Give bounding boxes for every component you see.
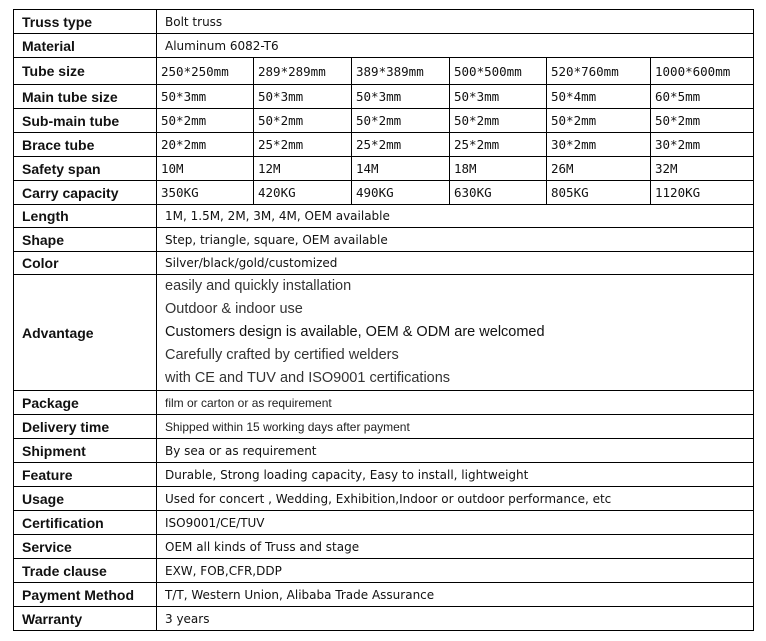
label-feature: Feature (14, 463, 157, 487)
advantage-line: with CE and TUV and ISO9001 certifications (165, 370, 451, 386)
cell-tube-size: 289*289mm (254, 58, 352, 85)
row-truss-type (14, 10, 754, 34)
advantage-line: easily and quickly installation (165, 278, 352, 294)
value-shipment: By sea or as requirement (157, 439, 754, 463)
value-material: Aluminum 6082-T6 (157, 34, 754, 58)
label-carry-capacity: Carry capacity (14, 181, 157, 205)
value-delivery-time: Shipped within 15 working days after payment (157, 415, 754, 439)
label-service: Service (14, 535, 157, 559)
value-advantage (157, 275, 754, 391)
cell-carry-capacity: 490KG (352, 181, 450, 205)
row-brace-tube (14, 133, 754, 157)
label-warranty: Warranty (14, 607, 157, 631)
label-sub-main-tube: Sub-main tube (14, 109, 157, 133)
label-package: Package (14, 391, 157, 415)
cell-carry-capacity: 350KG (157, 181, 254, 205)
cell-tube-size: 520*760mm (547, 58, 651, 85)
row-service (14, 535, 754, 559)
row-material (14, 34, 754, 58)
label-usage: Usage (14, 487, 157, 511)
row-color (14, 252, 754, 275)
cell-safety-span: 18M (450, 157, 547, 181)
value-truss-type: Bolt truss (157, 10, 754, 34)
cell-tube-size: 1000*600mm (651, 58, 754, 85)
label-shipment: Shipment (14, 439, 157, 463)
advantage-line: Customers design is available, OEM & ODM are welcomed (165, 324, 545, 340)
value-usage: Used for concert , Wedding, Exhibition,Indoor or outdoor performance, etc (157, 487, 754, 511)
cell-tube-size: 389*389mm (352, 58, 450, 85)
row-package (14, 391, 754, 415)
cell-main-tube-size: 60*5mm (651, 85, 754, 109)
cell-sub-main-tube: 50*2mm (157, 109, 254, 133)
value-feature: Durable, Strong loading capacity, Easy to install, lightweight (157, 463, 754, 487)
cell-sub-main-tube: 50*2mm (651, 109, 754, 133)
label-delivery-time: Delivery time (14, 415, 157, 439)
cell-main-tube-size: 50*3mm (157, 85, 254, 109)
value-package: film or carton or as requirement (157, 391, 754, 415)
cell-brace-tube: 30*2mm (651, 133, 754, 157)
cell-safety-span: 12M (254, 157, 352, 181)
value-service: OEM all kinds of Truss and stage (157, 535, 754, 559)
value-length: 1M, 1.5M, 2M, 3M, 4M, OEM available (157, 205, 754, 228)
cell-sub-main-tube: 50*2mm (547, 109, 651, 133)
value-payment-method: T/T, Western Union, Alibaba Trade Assurance (157, 583, 754, 607)
value-warranty: 3 years (157, 607, 754, 631)
value-certification: ISO9001/CE/TUV (157, 511, 754, 535)
label-tube-size: Tube size (14, 58, 157, 85)
row-delivery-time (14, 415, 754, 439)
row-trade-clause (14, 559, 754, 583)
cell-tube-size: 250*250mm (157, 58, 254, 85)
value-trade-clause: EXW, FOB,CFR,DDP (157, 559, 754, 583)
cell-carry-capacity: 420KG (254, 181, 352, 205)
row-carry-capacity (14, 181, 754, 205)
cell-carry-capacity: 630KG (450, 181, 547, 205)
cell-main-tube-size: 50*3mm (254, 85, 352, 109)
row-advantage (14, 275, 754, 391)
row-warranty (14, 607, 754, 631)
label-brace-tube: Brace tube (14, 133, 157, 157)
cell-brace-tube: 20*2mm (157, 133, 254, 157)
cell-main-tube-size: 50*3mm (450, 85, 547, 109)
cell-safety-span: 32M (651, 157, 754, 181)
cell-sub-main-tube: 50*2mm (254, 109, 352, 133)
label-certification: Certification (14, 511, 157, 535)
row-safety-span (14, 157, 754, 181)
cell-safety-span: 10M (157, 157, 254, 181)
row-feature (14, 463, 754, 487)
cell-brace-tube: 30*2mm (547, 133, 651, 157)
label-trade-clause: Trade clause (14, 559, 157, 583)
advantage-line: Outdoor & indoor use (165, 301, 303, 317)
cell-safety-span: 14M (352, 157, 450, 181)
value-shape: Step, triangle, square, OEM available (157, 228, 754, 252)
row-tube-size (14, 58, 754, 85)
cell-tube-size: 500*500mm (450, 58, 547, 85)
cell-brace-tube: 25*2mm (254, 133, 352, 157)
row-shipment (14, 439, 754, 463)
label-shape: Shape (14, 228, 157, 252)
cell-carry-capacity: 805KG (547, 181, 651, 205)
row-certification (14, 511, 754, 535)
label-main-tube-size: Main tube size (14, 85, 157, 109)
value-color: Silver/black/gold/customized (157, 252, 754, 275)
label-safety-span: Safety span (14, 157, 157, 181)
cell-carry-capacity: 1120KG (651, 181, 754, 205)
cell-main-tube-size: 50*4mm (547, 85, 651, 109)
cell-brace-tube: 25*2mm (352, 133, 450, 157)
label-color: Color (14, 252, 157, 275)
row-shape (14, 228, 754, 252)
row-main-tube-size (14, 85, 754, 109)
cell-sub-main-tube: 50*2mm (450, 109, 547, 133)
row-usage (14, 487, 754, 511)
label-length: Length (14, 205, 157, 228)
cell-main-tube-size: 50*3mm (352, 85, 450, 109)
row-payment-method (14, 583, 754, 607)
cell-brace-tube: 25*2mm (450, 133, 547, 157)
cell-sub-main-tube: 50*2mm (352, 109, 450, 133)
label-material: Material (14, 34, 157, 58)
row-sub-main-tube (14, 109, 754, 133)
label-truss-type: Truss type (14, 10, 157, 34)
advantage-line: Carefully crafted by certified welders (165, 347, 399, 363)
cell-safety-span: 26M (547, 157, 651, 181)
row-length (14, 205, 754, 228)
truss-spec-table (13, 9, 754, 631)
label-payment-method: Payment Method (14, 583, 157, 607)
label-advantage: Advantage (14, 275, 157, 391)
spec-table-container (13, 9, 753, 631)
